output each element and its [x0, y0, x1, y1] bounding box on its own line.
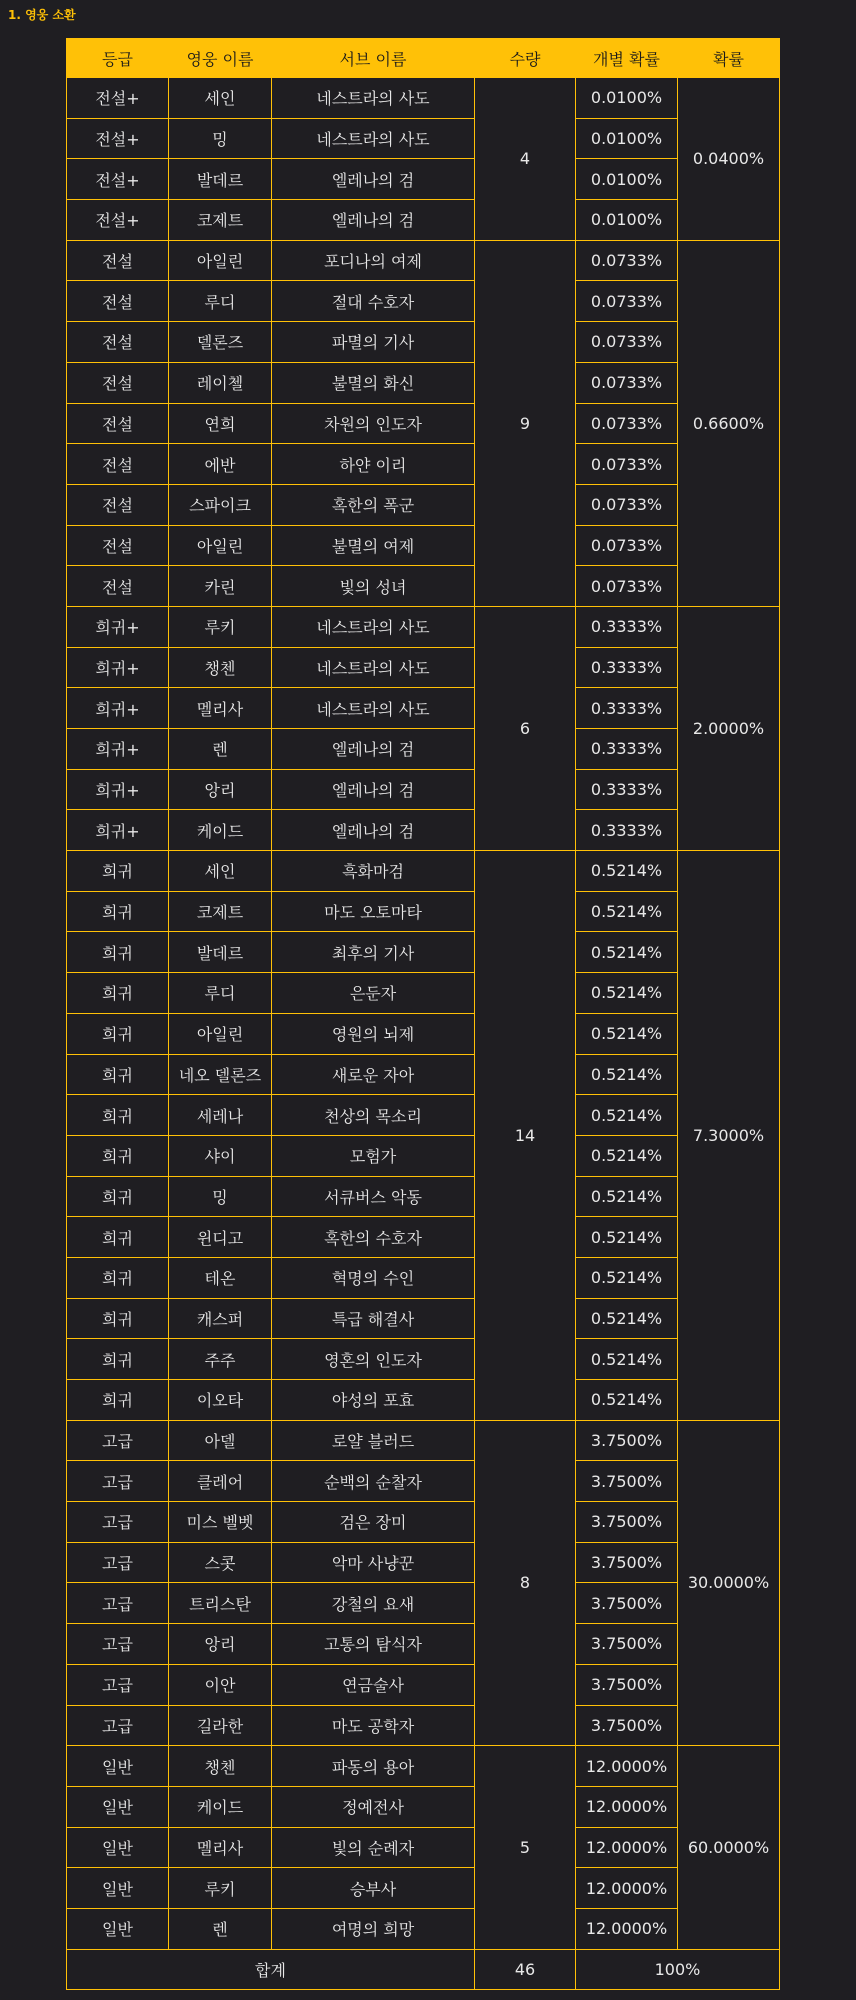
hero-name-cell: 세인	[169, 78, 272, 119]
total-row	[67, 1949, 780, 1990]
hero-name-cell: 코제트	[169, 200, 272, 241]
hero-name-cell: 샤이	[169, 1135, 272, 1176]
table-row	[67, 78, 780, 119]
grade-cell: 전설	[67, 444, 169, 485]
grade-cell: 희귀	[67, 1176, 169, 1217]
sub-name-cell: 네스트라의 사도	[272, 688, 475, 729]
hero-name-cell: 발데르	[169, 932, 272, 973]
grade-cell: 전설	[67, 281, 169, 322]
individual-prob-cell: 0.5214%	[576, 891, 678, 932]
table-row	[67, 403, 780, 444]
grade-cell: 일반	[67, 1786, 169, 1827]
sub-name-cell: 서큐버스 악동	[272, 1176, 475, 1217]
grade-cell: 희귀	[67, 891, 169, 932]
grade-cell: 희귀+	[67, 606, 169, 647]
table-row	[67, 484, 780, 525]
individual-prob-cell: 0.5214%	[576, 1298, 678, 1339]
grade-cell: 일반	[67, 1868, 169, 1909]
table-row	[67, 1176, 780, 1217]
individual-prob-cell: 0.5214%	[576, 973, 678, 1014]
probability-table	[66, 38, 780, 1990]
individual-prob-cell: 0.0100%	[576, 159, 678, 200]
individual-prob-cell: 12.0000%	[576, 1746, 678, 1787]
individual-prob-cell: 0.0733%	[576, 444, 678, 485]
individual-prob-cell: 3.7500%	[576, 1420, 678, 1461]
table-row	[67, 1380, 780, 1421]
hero-name-cell: 루디	[169, 281, 272, 322]
table-row	[67, 1542, 780, 1583]
hero-name-cell: 트리스탄	[169, 1583, 272, 1624]
hero-name-cell: 스파이크	[169, 484, 272, 525]
sub-name-cell: 연금술사	[272, 1664, 475, 1705]
grade-cell: 전설	[67, 484, 169, 525]
table-row	[67, 973, 780, 1014]
group-count-cell: 9	[475, 240, 576, 606]
individual-prob-cell: 0.0733%	[576, 566, 678, 607]
grade-cell: 일반	[67, 1908, 169, 1949]
grade-cell: 희귀	[67, 973, 169, 1014]
sub-name-cell: 영원의 뇌제	[272, 1013, 475, 1054]
individual-prob-cell: 0.0100%	[576, 200, 678, 241]
sub-name-cell: 빛의 순례자	[272, 1827, 475, 1868]
table-row	[67, 1339, 780, 1380]
grade-cell: 희귀+	[67, 647, 169, 688]
sub-name-cell: 악마 사냥꾼	[272, 1542, 475, 1583]
individual-prob-cell: 12.0000%	[576, 1908, 678, 1949]
individual-prob-cell: 0.5214%	[576, 1054, 678, 1095]
sub-name-cell: 고통의 탐식자	[272, 1624, 475, 1665]
grade-cell: 전설	[67, 362, 169, 403]
sub-name-cell: 하얀 이리	[272, 444, 475, 485]
table-header-row	[67, 39, 780, 78]
hero-name-cell: 앙리	[169, 1624, 272, 1665]
grade-cell: 전설	[67, 525, 169, 566]
hero-name-cell: 루키	[169, 1868, 272, 1909]
sub-name-cell: 엘레나의 검	[272, 769, 475, 810]
table-row	[67, 1664, 780, 1705]
individual-prob-cell: 0.0733%	[576, 240, 678, 281]
hero-name-cell: 코제트	[169, 891, 272, 932]
sub-name-cell: 마도 공학자	[272, 1705, 475, 1746]
header-prob: 확률	[678, 39, 780, 78]
individual-prob-cell: 3.7500%	[576, 1705, 678, 1746]
group-count-cell: 8	[475, 1420, 576, 1746]
sub-name-cell: 불멸의 화신	[272, 362, 475, 403]
individual-prob-cell: 0.0733%	[576, 484, 678, 525]
sub-name-cell: 영혼의 인도자	[272, 1339, 475, 1380]
hero-name-cell: 레이첼	[169, 362, 272, 403]
hero-name-cell: 발데르	[169, 159, 272, 200]
grade-cell: 희귀	[67, 1257, 169, 1298]
hero-name-cell: 테온	[169, 1257, 272, 1298]
grade-cell: 고급	[67, 1624, 169, 1665]
hero-name-cell: 세레나	[169, 1095, 272, 1136]
grade-cell: 전설+	[67, 78, 169, 119]
individual-prob-cell: 3.7500%	[576, 1542, 678, 1583]
individual-prob-cell: 0.5214%	[576, 1135, 678, 1176]
total-count: 46	[475, 1949, 576, 1990]
group-prob-cell: 60.0000%	[678, 1746, 780, 1949]
header-individual-prob: 개별 확률	[576, 39, 678, 78]
individual-prob-cell: 0.3333%	[576, 688, 678, 729]
group-prob-cell: 0.0400%	[678, 78, 780, 241]
grade-cell: 희귀	[67, 932, 169, 973]
group-prob-cell: 7.3000%	[678, 851, 780, 1421]
table-row	[67, 1705, 780, 1746]
table-row	[67, 688, 780, 729]
sub-name-cell: 포디나의 여제	[272, 240, 475, 281]
section-title: 1. 영웅 소환	[8, 8, 76, 22]
table-row	[67, 1420, 780, 1461]
hero-name-cell: 밍	[169, 118, 272, 159]
individual-prob-cell: 0.0100%	[576, 118, 678, 159]
hero-name-cell: 밍	[169, 1176, 272, 1217]
table-row	[67, 1135, 780, 1176]
grade-cell: 전설+	[67, 200, 169, 241]
individual-prob-cell: 3.7500%	[576, 1502, 678, 1543]
sub-name-cell: 은둔자	[272, 973, 475, 1014]
total-prob: 100%	[576, 1949, 780, 1990]
sub-name-cell: 빛의 성녀	[272, 566, 475, 607]
hero-name-cell: 렌	[169, 1908, 272, 1949]
table-row	[67, 200, 780, 241]
sub-name-cell: 네스트라의 사도	[272, 606, 475, 647]
table-row	[67, 1054, 780, 1095]
sub-name-cell: 새로운 자아	[272, 1054, 475, 1095]
hero-name-cell: 아일린	[169, 240, 272, 281]
grade-cell: 일반	[67, 1827, 169, 1868]
individual-prob-cell: 12.0000%	[576, 1827, 678, 1868]
individual-prob-cell: 0.5214%	[576, 1013, 678, 1054]
grade-cell: 고급	[67, 1664, 169, 1705]
table-row	[67, 1502, 780, 1543]
grade-cell: 전설+	[67, 159, 169, 200]
sub-name-cell: 불멸의 여제	[272, 525, 475, 566]
individual-prob-cell: 0.5214%	[576, 851, 678, 892]
table-row	[67, 1217, 780, 1258]
hero-name-cell: 이오타	[169, 1380, 272, 1421]
sub-name-cell: 혁명의 수인	[272, 1257, 475, 1298]
table-row	[67, 1868, 780, 1909]
grade-cell: 희귀+	[67, 810, 169, 851]
sub-name-cell: 흑화마검	[272, 851, 475, 892]
sub-name-cell: 야성의 포효	[272, 1380, 475, 1421]
header-grade: 등급	[67, 39, 169, 78]
hero-name-cell: 델론즈	[169, 322, 272, 363]
table-row	[67, 1624, 780, 1665]
grade-cell: 희귀	[67, 1217, 169, 1258]
sub-name-cell: 정예전사	[272, 1786, 475, 1827]
hero-name-cell: 챙첸	[169, 1746, 272, 1787]
hero-name-cell: 캐스퍼	[169, 1298, 272, 1339]
sub-name-cell: 여명의 희망	[272, 1908, 475, 1949]
group-count-cell: 5	[475, 1746, 576, 1949]
table-row	[67, 1827, 780, 1868]
grade-cell: 고급	[67, 1542, 169, 1583]
grade-cell: 희귀+	[67, 688, 169, 729]
hero-name-cell: 클레어	[169, 1461, 272, 1502]
hero-name-cell: 아일린	[169, 1013, 272, 1054]
sub-name-cell: 강철의 요새	[272, 1583, 475, 1624]
table-row	[67, 1583, 780, 1624]
grade-cell: 고급	[67, 1461, 169, 1502]
table-row	[67, 159, 780, 200]
grade-cell: 희귀	[67, 1298, 169, 1339]
sub-name-cell: 천상의 목소리	[272, 1095, 475, 1136]
individual-prob-cell: 0.3333%	[576, 647, 678, 688]
sub-name-cell: 순백의 순찰자	[272, 1461, 475, 1502]
hero-name-cell: 윈디고	[169, 1217, 272, 1258]
header-count: 수량	[475, 39, 576, 78]
sub-name-cell: 엘레나의 검	[272, 200, 475, 241]
grade-cell: 희귀	[67, 1380, 169, 1421]
group-prob-cell: 2.0000%	[678, 606, 780, 850]
header-sub-name: 서브 이름	[272, 39, 475, 78]
table-row	[67, 932, 780, 973]
table-row	[67, 1908, 780, 1949]
group-count-cell: 4	[475, 78, 576, 241]
individual-prob-cell: 0.5214%	[576, 1257, 678, 1298]
hero-name-cell: 멜리사	[169, 1827, 272, 1868]
individual-prob-cell: 0.5214%	[576, 1217, 678, 1258]
hero-name-cell: 세인	[169, 851, 272, 892]
grade-cell: 희귀	[67, 1095, 169, 1136]
table-row	[67, 444, 780, 485]
sub-name-cell: 파동의 용아	[272, 1746, 475, 1787]
table-row	[67, 769, 780, 810]
hero-name-cell: 아일린	[169, 525, 272, 566]
grade-cell: 고급	[67, 1583, 169, 1624]
individual-prob-cell: 0.3333%	[576, 606, 678, 647]
individual-prob-cell: 0.5214%	[576, 1339, 678, 1380]
individual-prob-cell: 0.0733%	[576, 281, 678, 322]
individual-prob-cell: 3.7500%	[576, 1583, 678, 1624]
sub-name-cell: 모험가	[272, 1135, 475, 1176]
total-label: 합계	[67, 1949, 475, 1990]
hero-name-cell: 앙리	[169, 769, 272, 810]
table-row	[67, 1786, 780, 1827]
table-row	[67, 525, 780, 566]
header-hero-name: 영웅 이름	[169, 39, 272, 78]
individual-prob-cell: 3.7500%	[576, 1461, 678, 1502]
hero-name-cell: 연희	[169, 403, 272, 444]
grade-cell: 희귀	[67, 1054, 169, 1095]
hero-name-cell: 길라한	[169, 1705, 272, 1746]
hero-name-cell: 네오 델론즈	[169, 1054, 272, 1095]
grade-cell: 희귀+	[67, 729, 169, 770]
hero-name-cell: 챙첸	[169, 647, 272, 688]
hero-name-cell: 케이드	[169, 810, 272, 851]
hero-name-cell: 루키	[169, 606, 272, 647]
individual-prob-cell: 0.0733%	[576, 362, 678, 403]
group-count-cell: 6	[475, 606, 576, 850]
individual-prob-cell: 0.5214%	[576, 932, 678, 973]
sub-name-cell: 특급 해결사	[272, 1298, 475, 1339]
grade-cell: 희귀	[67, 1135, 169, 1176]
table-row	[67, 118, 780, 159]
sub-name-cell: 네스트라의 사도	[272, 78, 475, 119]
individual-prob-cell: 0.5214%	[576, 1095, 678, 1136]
grade-cell: 전설	[67, 240, 169, 281]
individual-prob-cell: 3.7500%	[576, 1624, 678, 1665]
table-row	[67, 606, 780, 647]
sub-name-cell: 엘레나의 검	[272, 159, 475, 200]
table-row	[67, 851, 780, 892]
group-prob-cell: 30.0000%	[678, 1420, 780, 1746]
sub-name-cell: 최후의 기사	[272, 932, 475, 973]
hero-name-cell: 케이드	[169, 1786, 272, 1827]
individual-prob-cell: 0.3333%	[576, 769, 678, 810]
grade-cell: 일반	[67, 1746, 169, 1787]
table-row	[67, 1257, 780, 1298]
table-row	[67, 647, 780, 688]
grade-cell: 고급	[67, 1705, 169, 1746]
grade-cell: 고급	[67, 1420, 169, 1461]
table-row	[67, 240, 780, 281]
table-row	[67, 1746, 780, 1787]
individual-prob-cell: 0.0733%	[576, 322, 678, 363]
table-row	[67, 566, 780, 607]
group-prob-cell: 0.6600%	[678, 240, 780, 606]
hero-name-cell: 아델	[169, 1420, 272, 1461]
individual-prob-cell: 0.5214%	[576, 1380, 678, 1421]
grade-cell: 희귀	[67, 1339, 169, 1380]
table-row	[67, 891, 780, 932]
grade-cell: 희귀	[67, 851, 169, 892]
sub-name-cell: 로얄 블러드	[272, 1420, 475, 1461]
individual-prob-cell: 0.0100%	[576, 78, 678, 119]
hero-name-cell: 렌	[169, 729, 272, 770]
grade-cell: 전설	[67, 403, 169, 444]
hero-name-cell: 카린	[169, 566, 272, 607]
sub-name-cell: 네스트라의 사도	[272, 647, 475, 688]
individual-prob-cell: 0.5214%	[576, 1176, 678, 1217]
grade-cell: 고급	[67, 1502, 169, 1543]
table-row	[67, 1461, 780, 1502]
hero-name-cell: 루디	[169, 973, 272, 1014]
table-body	[67, 78, 780, 1950]
table-row	[67, 729, 780, 770]
grade-cell: 전설+	[67, 118, 169, 159]
grade-cell: 희귀+	[67, 769, 169, 810]
table-row	[67, 281, 780, 322]
grade-cell: 전설	[67, 566, 169, 607]
sub-name-cell: 검은 장미	[272, 1502, 475, 1543]
table-row	[67, 1013, 780, 1054]
individual-prob-cell: 0.0733%	[576, 525, 678, 566]
individual-prob-cell: 0.3333%	[576, 729, 678, 770]
sub-name-cell: 차원의 인도자	[272, 403, 475, 444]
sub-name-cell: 엘레나의 검	[272, 729, 475, 770]
sub-name-cell: 혹한의 폭군	[272, 484, 475, 525]
individual-prob-cell: 3.7500%	[576, 1664, 678, 1705]
sub-name-cell: 네스트라의 사도	[272, 118, 475, 159]
hero-name-cell: 멜리사	[169, 688, 272, 729]
table-row	[67, 1095, 780, 1136]
hero-name-cell: 이안	[169, 1664, 272, 1705]
table-row	[67, 1298, 780, 1339]
individual-prob-cell: 12.0000%	[576, 1786, 678, 1827]
individual-prob-cell: 12.0000%	[576, 1868, 678, 1909]
sub-name-cell: 혹한의 수호자	[272, 1217, 475, 1258]
hero-name-cell: 미스 벨벳	[169, 1502, 272, 1543]
group-count-cell: 14	[475, 851, 576, 1421]
sub-name-cell: 절대 수호자	[272, 281, 475, 322]
sub-name-cell: 마도 오토마타	[272, 891, 475, 932]
grade-cell: 희귀	[67, 1013, 169, 1054]
sub-name-cell: 엘레나의 검	[272, 810, 475, 851]
individual-prob-cell: 0.0733%	[576, 403, 678, 444]
sub-name-cell: 승부사	[272, 1868, 475, 1909]
hero-name-cell: 스콧	[169, 1542, 272, 1583]
individual-prob-cell: 0.3333%	[576, 810, 678, 851]
hero-name-cell: 에반	[169, 444, 272, 485]
table-row	[67, 322, 780, 363]
sub-name-cell: 파멸의 기사	[272, 322, 475, 363]
table-row	[67, 810, 780, 851]
table-row	[67, 362, 780, 403]
grade-cell: 전설	[67, 322, 169, 363]
hero-name-cell: 주주	[169, 1339, 272, 1380]
